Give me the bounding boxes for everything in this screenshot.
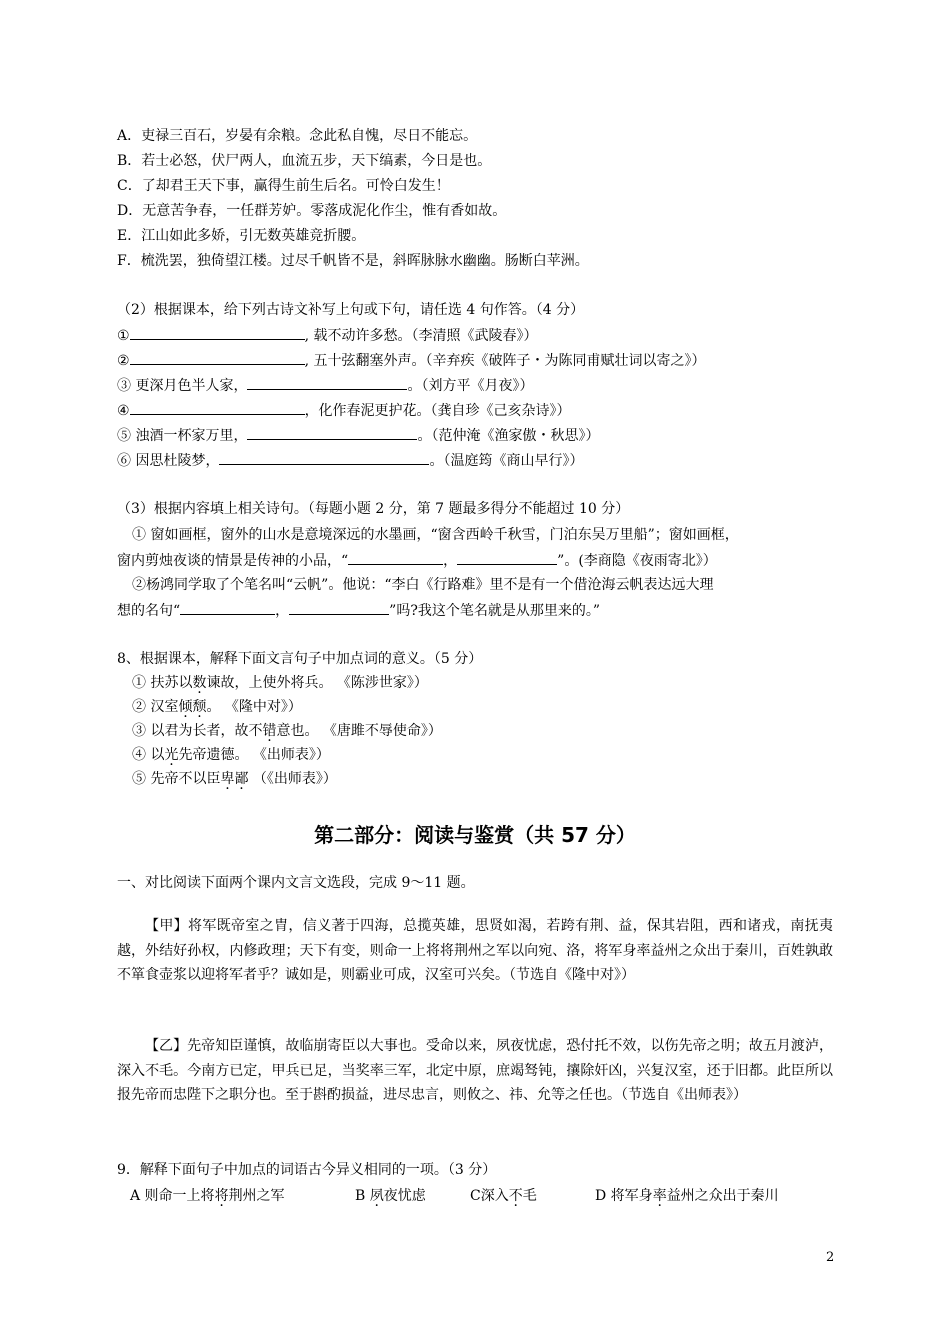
q9-c-post: 毛 bbox=[522, 1188, 537, 1204]
q9-b-pre: B bbox=[355, 1188, 370, 1204]
option-e: E．江山如此多娇，引无数英雄竞折腰。 bbox=[117, 228, 366, 244]
q3-p2b-post: ”吗?我这个笔名就是从那里来的。” bbox=[389, 603, 600, 619]
q8-title: 8、根据课本，解释下面文言句子中加点词的意义。（5 分） bbox=[117, 651, 483, 667]
dotted-word: 鄙 bbox=[234, 771, 249, 787]
answer-blank[interactable] bbox=[247, 375, 407, 390]
dotted-word: 错 bbox=[262, 723, 277, 739]
q9-a-post: 荆州之军 bbox=[228, 1188, 285, 1204]
q2-item-5-pre: ⑤ 浊酒一杯家万里， bbox=[117, 428, 248, 444]
q9-b-post: 夜忧虑 bbox=[383, 1188, 426, 1204]
answer-blank[interactable] bbox=[130, 350, 305, 365]
q8-item-4-a: ④ 以 bbox=[132, 747, 165, 763]
dotted-word: 倾 bbox=[178, 699, 193, 715]
page-number: 2 bbox=[826, 1250, 835, 1265]
answer-blank[interactable] bbox=[130, 325, 305, 340]
answer-blank[interactable] bbox=[457, 550, 557, 565]
answer-blank[interactable] bbox=[180, 600, 275, 615]
q8-item-4 bbox=[132, 745, 330, 765]
q9-a-pre: A 则命一上将 bbox=[130, 1188, 215, 1204]
section-heading: 第二部分：阅读与鉴赏（共 57 分） bbox=[314, 823, 636, 847]
dotted-word: 不 bbox=[508, 1188, 523, 1204]
q2-item-4-pre: ④ bbox=[117, 403, 130, 419]
q2-item-3-pre: ③ 更深月色半人家， bbox=[117, 378, 248, 394]
q8-item-5-a: ⑤ 先帝不以臣 bbox=[132, 771, 221, 787]
dotted-word: 卑 bbox=[220, 771, 235, 787]
q3-p2b-mid: ， bbox=[275, 603, 290, 619]
dotted-word: 颓 bbox=[192, 699, 207, 715]
q2-item-3 bbox=[117, 375, 533, 396]
q9-d-post: 益州之众出于秦川 bbox=[666, 1188, 779, 1204]
answer-blank[interactable] bbox=[219, 450, 429, 465]
passage-jia: 【甲】将军既帝室之胄，信义著于四海，总揽英雄，思贤如渴，若跨有荆、益，保其岩阻，西和诸戎，南抚夷越，外结好孙权，内修政理；天下有变，则命一上将将荆州之军以向宛、洛，将军身率益州之众出于秦川，百姓孰敢不箪食壶浆以迎将军者乎？诚如是，则霸业可成，汉室可兴矣。（节选自《隆中对》） bbox=[117, 918, 833, 983]
q2-item-1 bbox=[117, 325, 537, 346]
q3-title: （3）根据内容填上相关诗句。（每题小题 2 分，第 7 题最多得分不能超过 10 分） bbox=[117, 501, 630, 517]
q2-item-4 bbox=[117, 400, 571, 421]
option-c: C．了却君王天下事，赢得生前生后名。可怜白发生！ bbox=[117, 178, 450, 194]
option-b: B．若士必怒，伏尸两人，血流五步，天下缟素，今日是也。 bbox=[117, 153, 492, 169]
q9-c-pre: C深入 bbox=[470, 1188, 509, 1204]
q2-item-6 bbox=[117, 450, 583, 471]
dotted-word: 光 bbox=[164, 747, 179, 763]
passage-yi: 【乙】先帝知臣谨慎，故临崩寄臣以大事也。受命以来，夙夜忧虑，恐付托不效，以伤先帝之明；故五月渡泸，深入不毛。今南方已定，甲兵已足，当奖率三军，北定中原，庶竭驽钝，攘除奸凶，兴复汉室，还于旧都。此臣所以报先帝而忠陛下之职分也。至于斟酌损益，进尽忠言，则攸之、祎、允等之任也。（节选自《出师表》） bbox=[117, 1038, 833, 1103]
q8-item-2-a: ② 汉室 bbox=[132, 699, 179, 715]
q3-p1b bbox=[117, 550, 717, 571]
q2-item-4-post: ，化作春泥更护花。（龚自珍《己亥杂诗》） bbox=[304, 403, 571, 419]
q8-item-4-b: 先帝遗德。 《出师表》） bbox=[178, 747, 330, 763]
q3-p1b-pre: 窗内剪烛夜谈的情景是传神的小品，“ bbox=[117, 553, 349, 569]
q9-d-pre: D 将军身 bbox=[595, 1188, 653, 1204]
q2-item-5 bbox=[117, 425, 599, 446]
q2-item-5-post: 。（范仲淹《渔家傲・秋思》） bbox=[417, 428, 600, 444]
q8-item-2 bbox=[132, 697, 302, 717]
q3-p1b-mid: ， bbox=[443, 553, 458, 569]
q3-p2b bbox=[117, 600, 600, 621]
q2-item-2 bbox=[117, 350, 705, 371]
q8-item-3-a: ③ 以君为长者，故不 bbox=[132, 723, 263, 739]
answer-blank[interactable] bbox=[348, 550, 443, 565]
q8-item-2-b: 。 《隆中对》） bbox=[206, 699, 302, 715]
q8-item-1-a: ① 扶苏以 bbox=[132, 675, 193, 691]
q9-choice-c[interactable] bbox=[470, 1186, 537, 1206]
q9-choice-b[interactable] bbox=[355, 1186, 426, 1206]
q8-item-1-b: 谏故，上使外将兵。 《陈涉世家》） bbox=[206, 675, 428, 691]
option-a: A．吏禄三百石，岁晏有余粮。念此私自愧，尽日不能忘。 bbox=[117, 128, 478, 144]
q2-item-6-post: 。（温庭筠《商山早行》） bbox=[429, 453, 584, 469]
q3-p2a: ②杨鸿同学取了个笔名叫“云帆”。他说：“李白《行路难》里不是有一个借沧海云帆表达远大理 bbox=[132, 577, 714, 593]
q8-item-5 bbox=[132, 769, 337, 789]
q8-item-1 bbox=[132, 673, 428, 693]
q8-item-3 bbox=[132, 721, 442, 741]
q2-title: （2）根据课本，给下列古诗文补写上句或下句，请任选 4 句作答。（4 分） bbox=[117, 302, 585, 318]
dotted-word: 夙 bbox=[369, 1188, 384, 1204]
option-d: D．无意苦争春，一任群芳妒。零落成泥化作尘，惟有香如故。 bbox=[117, 203, 507, 219]
q2-item-3-post: 。（刘方平《月夜》） bbox=[407, 378, 534, 394]
q9-title: 9．解释下面句子中加点的词语古今异义相同的一项。（3 分） bbox=[117, 1162, 497, 1178]
dotted-word: 将 bbox=[214, 1188, 229, 1204]
q3-p1b-post: ”。(李商隐《夜雨寄北》） bbox=[557, 553, 717, 569]
q2-item-2-post: , 五十弦翻塞外声。（辛弃疾《破阵子・为陈同甫赋壮词以寄之》） bbox=[304, 353, 706, 369]
q8-item-5-b: （《出师表》） bbox=[248, 771, 337, 787]
q2-item-1-pre: ① bbox=[117, 328, 130, 344]
answer-blank[interactable] bbox=[247, 425, 417, 440]
q8-item-3-b: 意也。 《唐雎不辱使命》） bbox=[276, 723, 442, 739]
option-f: F．梳洗罢，独倚望江楼。过尽千帆皆不是，斜晖脉脉水幽幽。肠断白苹洲。 bbox=[117, 253, 589, 269]
q3-p1a: ① 窗如画框，窗外的山水是意境深远的水墨画，“窗含西岭千秋雪，门泊东吴万里船”；窗如画框， bbox=[132, 527, 739, 543]
answer-blank[interactable] bbox=[130, 400, 305, 415]
q9-choice-a[interactable] bbox=[130, 1186, 285, 1206]
section-1-intro: 一、对比阅读下面两个课内文言文选段，完成 9～11 题。 bbox=[117, 875, 475, 891]
dotted-word: 率 bbox=[652, 1188, 667, 1204]
answer-blank[interactable] bbox=[289, 600, 389, 615]
q2-item-6-pre: ⑥ 因思杜陵梦， bbox=[117, 453, 220, 469]
q2-item-1-post: , 载不动许多愁。（李清照《武陵春》） bbox=[304, 328, 538, 344]
dotted-word: 数 bbox=[192, 675, 207, 691]
q9-choice-d[interactable] bbox=[595, 1186, 779, 1206]
q3-p2b-pre: 想的名句“ bbox=[117, 603, 181, 619]
q2-item-2-pre: ② bbox=[117, 353, 130, 369]
